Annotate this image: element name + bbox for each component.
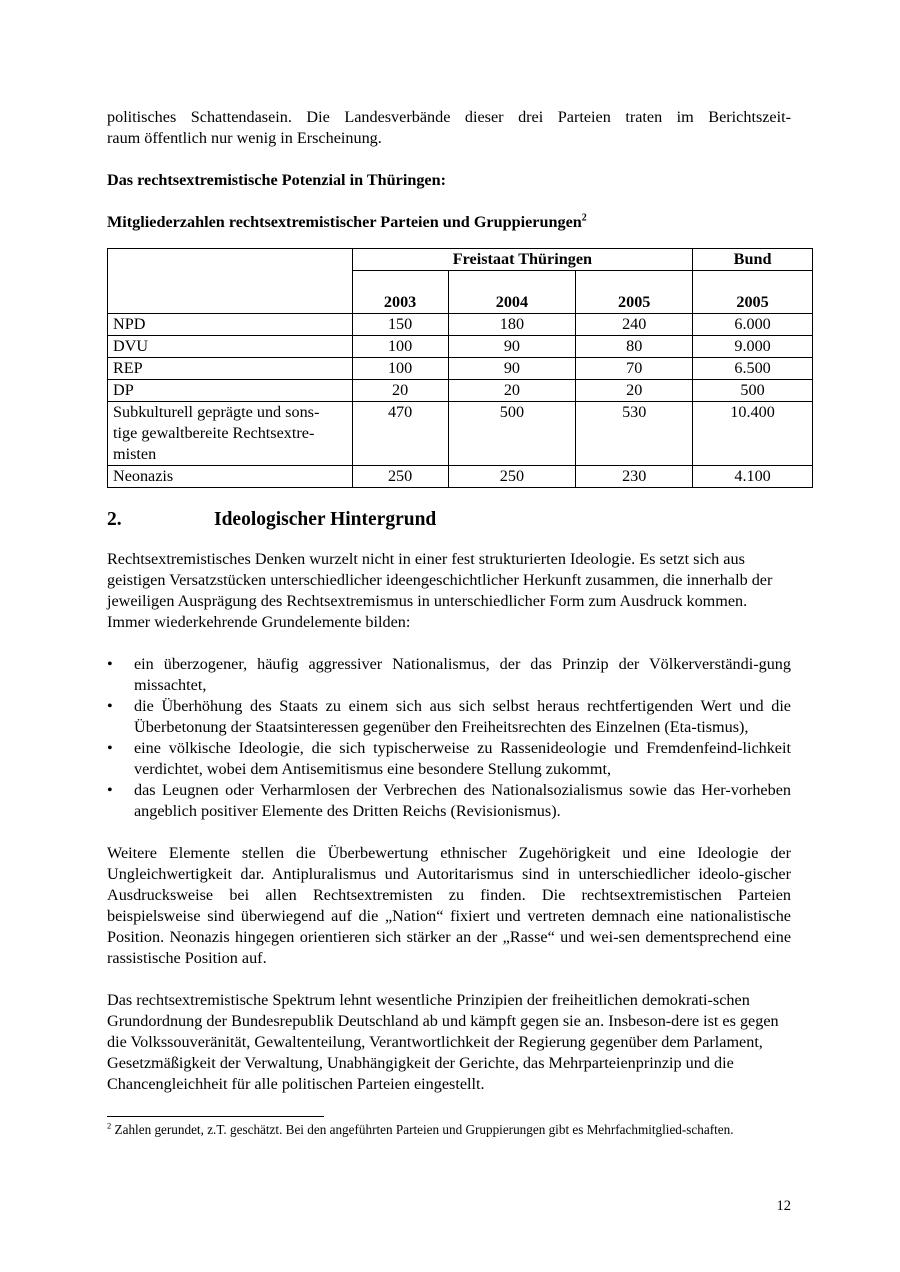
list-item-text: das Leugnen oder Verharmlosen der Verbrechen des Nationalsozialismus sowie das Her-vorheben angeblich positiver Elemente des Dritten Reichs (Revisionismus). bbox=[134, 781, 791, 820]
table-row bbox=[108, 314, 813, 336]
row-label: Neonazis bbox=[108, 466, 353, 488]
cell-2004: 250 bbox=[448, 466, 576, 488]
cell-2005: 80 bbox=[576, 336, 693, 358]
table-row bbox=[108, 402, 813, 466]
footnote-text: Zahlen gerundet, z.T. geschätzt. Bei den angeführten Parteien und Gruppierungen gibt es Mehrfachmitglied-schaften. bbox=[114, 1122, 734, 1137]
cell-2004: 180 bbox=[448, 314, 576, 336]
list-item-text: die Überhöhung des Staats zu einem sich aus sich selbst heraus rechtfertigenden Wert und die Überbetonung der Staatsinteressen gegenüber den Freiheitsrechten des Einzelnen (Eta-tismus), bbox=[134, 697, 791, 736]
table-row bbox=[108, 358, 813, 380]
footnote-ref: 2 bbox=[581, 212, 587, 224]
header-year-2005-bund: 2005 bbox=[693, 271, 813, 314]
header-year-2005-th: 2005 bbox=[576, 271, 693, 314]
list-item-text: ein überzogener, häufig aggressiver Nationalismus, der das Prinzip der Völkerverständi-gung missachtet, bbox=[134, 655, 791, 694]
footnote-number: 2 bbox=[107, 1120, 112, 1131]
members-table bbox=[107, 248, 813, 488]
footnote bbox=[107, 1121, 791, 1138]
page-content bbox=[107, 107, 791, 1138]
bullet-list bbox=[107, 654, 791, 822]
header-thueringen: Freistaat Thüringen bbox=[352, 249, 692, 271]
cell-bund-2005: 4.100 bbox=[693, 466, 813, 488]
row-label-line: misten bbox=[113, 445, 157, 463]
header-year-2003: 2003 bbox=[352, 271, 448, 314]
cell-bund-2005: 6.500 bbox=[693, 358, 813, 380]
heading-members-text: Mitgliederzahlen rechtsextremistischer Parteien und Gruppierungen bbox=[107, 213, 582, 231]
list-item bbox=[107, 780, 791, 822]
cell-2004: 500 bbox=[448, 402, 576, 466]
header-empty-cell bbox=[108, 249, 353, 314]
list-item bbox=[107, 738, 791, 780]
row-label-line: tige gewaltbereite Rechtsextre- bbox=[113, 424, 315, 442]
cell-bund-2005: 10.400 bbox=[693, 402, 813, 466]
cell-2005: 230 bbox=[576, 466, 693, 488]
footnote-divider bbox=[107, 1116, 324, 1117]
cell-2005: 240 bbox=[576, 314, 693, 336]
cell-2005: 70 bbox=[576, 358, 693, 380]
cell-bund-2005: 9.000 bbox=[693, 336, 813, 358]
list-item bbox=[107, 654, 791, 696]
paragraph-elements: Weitere Elemente stellen die Überbewertung ethnischer Zugehörigkeit und eine Ideologie der Ungleichwertigkeit dar. Antipluralismus und Autoritarismus sind in unterschiedlicher ideolo-gischer Ausdrucksweise bei allen Rechtsextremisten zu finden. Die rechtsextremistischen Parteien beispielsweise sind überwiegend auf die „Nation“ fixiert und vertreten demnach eine nationalistische Position. Neonazis hingegen orientieren sich stärker an der „Rasse“ und wei-sen dementsprechend eine rassistische Position auf. bbox=[107, 844, 791, 967]
cell-2005: 530 bbox=[576, 402, 693, 466]
bullet-icon: • bbox=[107, 739, 113, 757]
table-row bbox=[108, 336, 813, 358]
cell-2003: 150 bbox=[352, 314, 448, 336]
paragraph-ideology: Rechtsextremistisches Denken wurzelt nicht in einer fest strukturierten Ideologie. Es setzt sich aus geistigen Versatzstücken unterschiedlicher ideengeschichtlicher Herkunft zusammen, die innerhalb der jeweiligen Ausprägung des Rechtsextremismus in unterschiedlicher Form zum Ausdruck kommen. Immer wiederkehrende Grundelemente bilden: bbox=[107, 550, 773, 631]
cell-2003: 100 bbox=[352, 336, 448, 358]
section-heading bbox=[107, 508, 791, 532]
row-label: DVU bbox=[108, 336, 353, 358]
cell-2004: 20 bbox=[448, 380, 576, 402]
row-label: DP bbox=[108, 380, 353, 402]
cell-2005: 20 bbox=[576, 380, 693, 402]
bullet-icon: • bbox=[107, 697, 113, 715]
cell-2003: 250 bbox=[352, 466, 448, 488]
cell-bund-2005: 500 bbox=[693, 380, 813, 402]
intro-line-2: raum öffentlich nur wenig in Erscheinung. bbox=[107, 129, 382, 147]
heading-members bbox=[107, 212, 791, 233]
row-label-multiline bbox=[108, 402, 353, 466]
cell-2004: 90 bbox=[448, 358, 576, 380]
row-label-line: Subkulturell geprägte und sons- bbox=[113, 403, 320, 421]
page-number: 12 bbox=[776, 1198, 791, 1214]
row-label: REP bbox=[108, 358, 353, 380]
cell-2003: 100 bbox=[352, 358, 448, 380]
bullet-icon: • bbox=[107, 781, 113, 799]
list-item-text: eine völkische Ideologie, die sich typischerweise zu Rassenideologie und Fremdenfeind-lichkeit verdichtet, wobei dem Antisemitismus eine besondere Stellung zukommt, bbox=[134, 739, 791, 778]
table-row bbox=[108, 466, 813, 488]
list-item bbox=[107, 696, 791, 738]
heading-potential: Das rechtsextremistische Potenzial in Thüringen: bbox=[107, 171, 447, 189]
cell-2004: 90 bbox=[448, 336, 576, 358]
cell-2003: 20 bbox=[352, 380, 448, 402]
header-year-2004: 2004 bbox=[448, 271, 576, 314]
header-bund: Bund bbox=[693, 249, 813, 271]
row-label: NPD bbox=[108, 314, 353, 336]
table-row bbox=[108, 380, 813, 402]
cell-2003: 470 bbox=[352, 402, 448, 466]
cell-bund-2005: 6.000 bbox=[693, 314, 813, 336]
intro-paragraph bbox=[107, 107, 791, 149]
bullet-icon: • bbox=[107, 655, 113, 673]
section-title: Ideologischer Hintergrund bbox=[214, 509, 437, 530]
section-number: 2. bbox=[107, 509, 122, 530]
paragraph-spectrum: Das rechtsextremistische Spektrum lehnt wesentliche Prinzipien der freiheitlichen demokrati-schen Grundordnung der Bundesrepublik Deutschland ab und kämpft gegen sie an. Insbeson-dere ist es gegen die Volkssouveränität, Gewaltenteilung, Verantwortlichkeit der Regierung gegenüber dem Parlament, Gesetzmäßigkeit der Verwaltung, Unabhängigkeit der Gerichte, das Mehrparteienprinzip und die Chancengleichheit für alle politischen Parteien eingestellt. bbox=[107, 991, 779, 1093]
intro-line-1: politisches Schattendasein. Die Landesverbände dieser drei Parteien traten im Berichtszeit- bbox=[107, 108, 791, 126]
table-group-header bbox=[108, 249, 813, 271]
